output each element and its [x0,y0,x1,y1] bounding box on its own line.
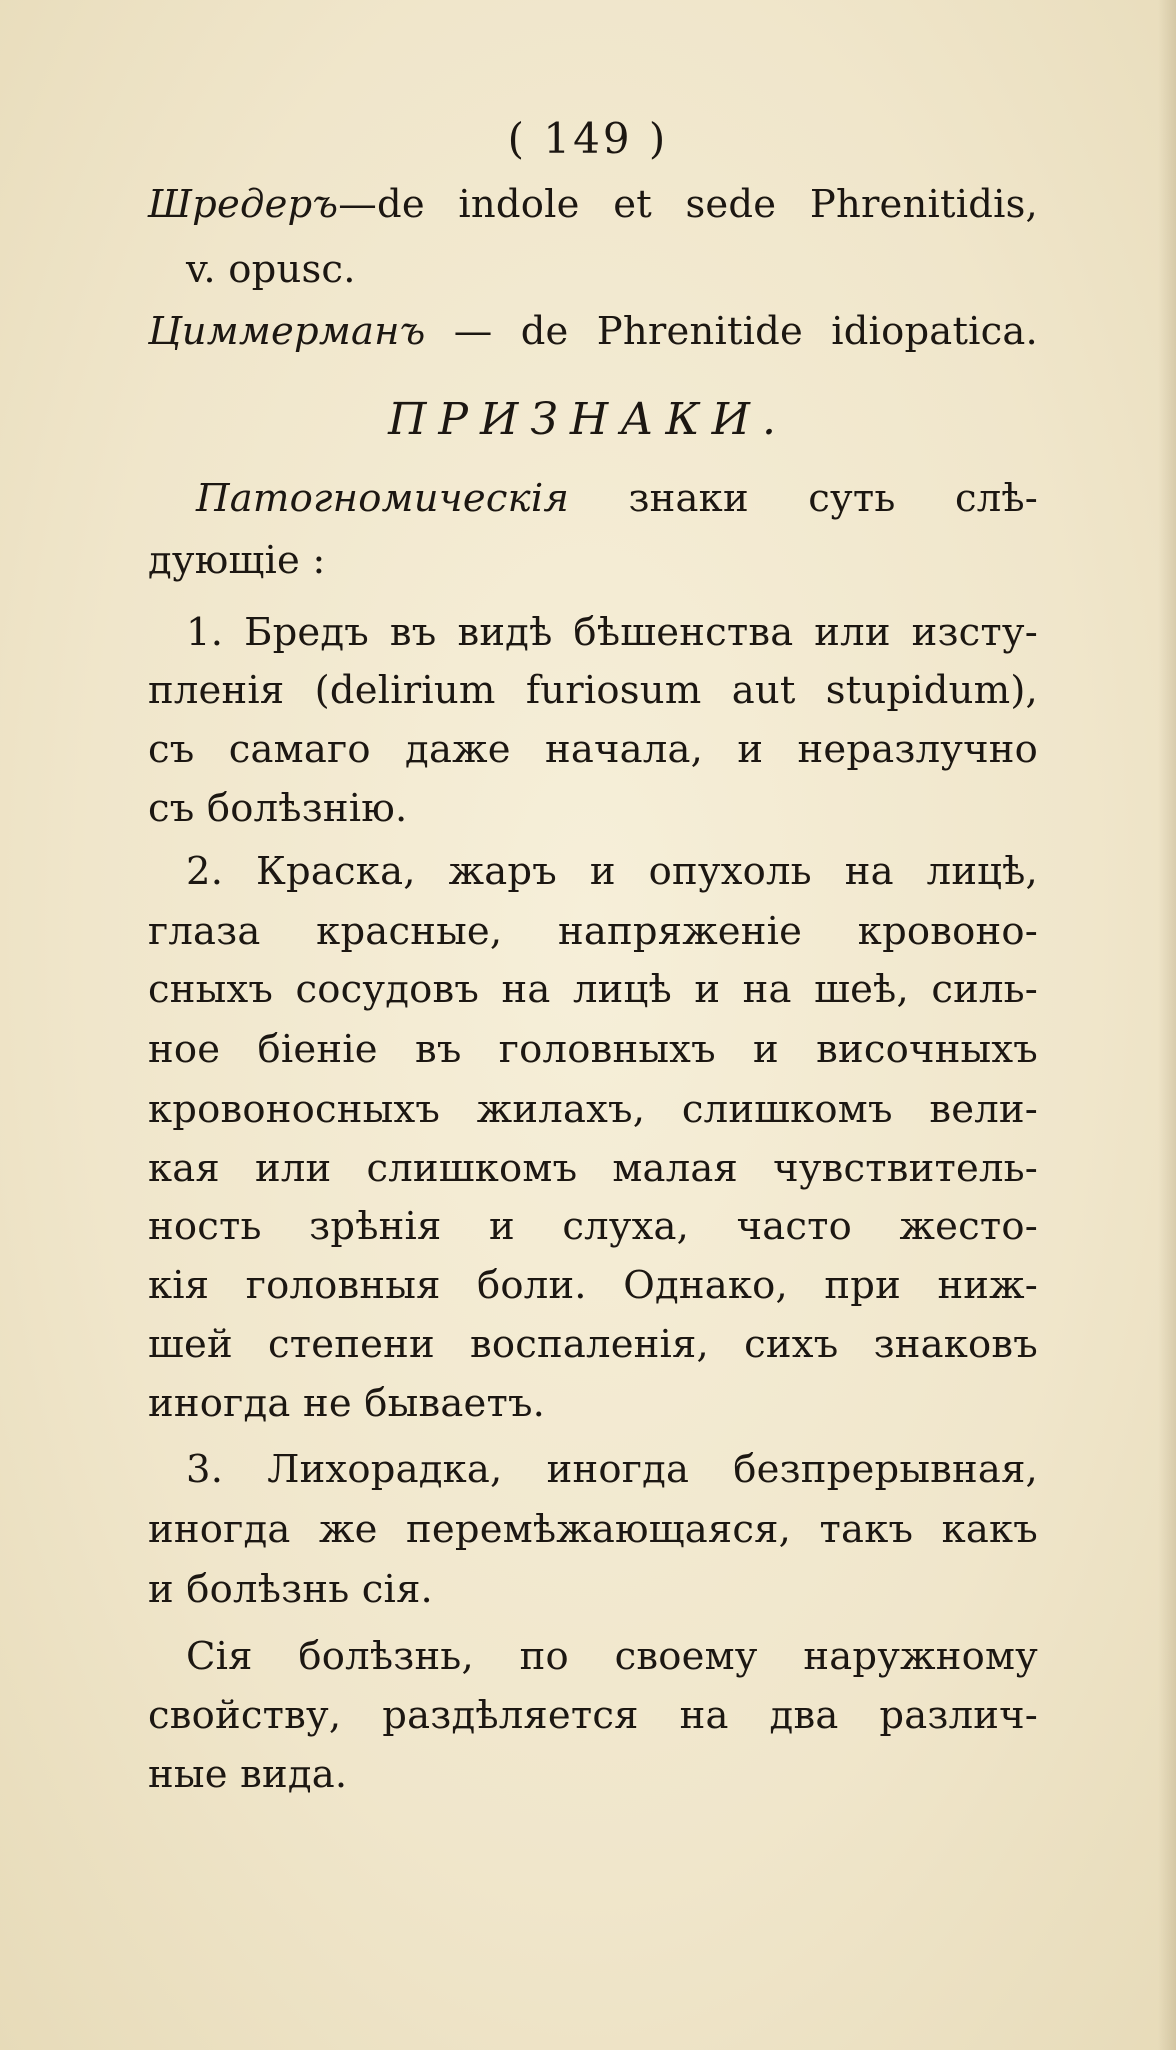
reference-author: Шредеръ [148,182,339,227]
text-line: пленія (delirium furiosum aut stupidum), [148,668,1038,713]
text-line: шей степени воспаленія, сихъ знаковъ [148,1322,1038,1367]
text-line: кая или слишкомъ малая чувствитель- [148,1146,1038,1191]
intro-line-1 [196,476,1038,521]
text-line: иногда же перемѣжающаяся, такъ какъ [148,1507,1038,1552]
text-line: Сія болѣзнь, по своему наружному [186,1634,1038,1679]
page-number: ( 149 ) [507,114,669,163]
reference-author: Циммерманъ [148,309,426,354]
text-line: ное біеніе въ головныхъ и височныхъ [148,1027,1038,1072]
reference-zimmermann [148,309,1038,354]
reference-schreder [148,182,1038,227]
text-line: ные вида. [148,1752,348,1797]
reference-dash: — [338,182,377,227]
text-line: съ болѣзнію. [148,786,408,831]
section-heading: ПРИЗНАКИ. [388,394,788,445]
intro-line-2: дующіе : [148,538,326,583]
reference-title: de Phrenitide idiopatica. [520,309,1038,354]
text-line: кровоносныхъ жилахъ, слишкомъ вели- [148,1087,1038,1132]
text-line: свойству, раздѣляется на два различ- [148,1693,1038,1738]
text-line: сныхъ сосудовъ на лицѣ и на шеѣ, силь- [148,967,1038,1012]
text-line: и болѣзнь сія. [148,1567,433,1612]
text-line: съ самаго даже начала, и неразлучно [148,727,1038,772]
text-line: иногда не бываетъ. [148,1381,546,1426]
reference-title: de indole et sede Phrenitidis, [376,182,1038,227]
text-line: 1. Бредъ въ видѣ бѣшенства или изсту- [186,610,1038,655]
intro-text: знаки суть слѣ- [569,476,1038,521]
intro-italic-term: Патогномическія [196,476,570,521]
text-line: ность зрѣнія и слуха, часто жесто- [148,1204,1038,1249]
reference-dash: — [425,309,521,354]
text-line: 2. Краска, жаръ и опухоль на лицѣ, [186,849,1038,894]
text-line: 3. Лихорадка, иногда безпрерывная, [186,1447,1038,1492]
page-edge-shadow [1158,0,1176,2050]
text-line: кія головныя боли. Однако, при ниж- [148,1263,1038,1308]
reference-continuation: v. opusc. [186,247,356,292]
text-line: глаза красные, напряженіе кровоно- [148,909,1038,954]
